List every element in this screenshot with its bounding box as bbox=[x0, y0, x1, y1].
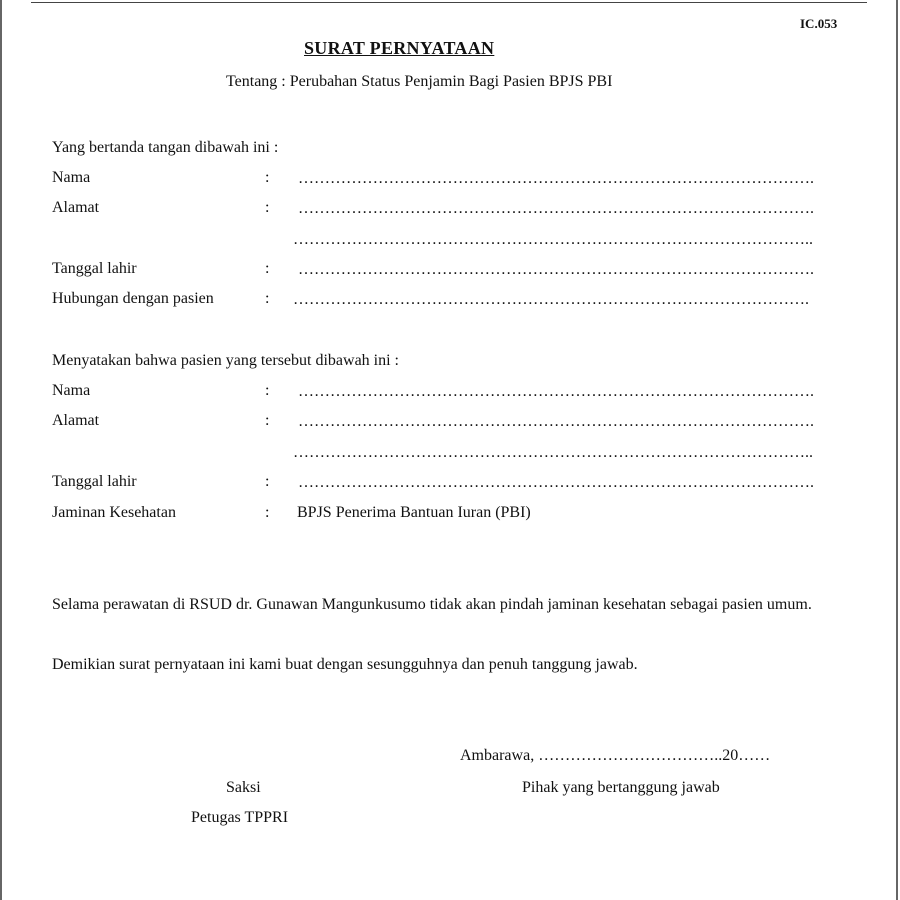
patient-alamat-field-cont[interactable]: …………………………………………………………………………………….. bbox=[293, 444, 813, 461]
officer-label: Petugas TPPRI bbox=[191, 809, 289, 826]
signer-nama-field[interactable]: ……………………………………………………………………………………. bbox=[298, 170, 814, 187]
statement-paragraph: Selama perawatan di RSUD dr. Gunawan Mangunkusumo tidak akan pindah jaminan kesehatan sebagai pasien umum. bbox=[52, 596, 812, 613]
patient-tgl-field[interactable]: ……………………………………………………………………………………. bbox=[298, 474, 814, 491]
signer-hubungan-colon: : bbox=[265, 290, 270, 307]
document-title: SURAT PERNYATAAN bbox=[304, 38, 495, 58]
patient-alamat-field[interactable]: ……………………………………………………………………………………. bbox=[298, 413, 814, 430]
signer-alamat-field[interactable]: ……………………………………………………………………………………. bbox=[298, 200, 814, 217]
signer-alamat-colon: : bbox=[265, 199, 270, 216]
patient-alamat-label: Alamat bbox=[52, 412, 100, 429]
witness-label: Saksi bbox=[226, 779, 261, 796]
signer-tgl-colon: : bbox=[265, 260, 270, 277]
signer-alamat-label: Alamat bbox=[52, 199, 100, 216]
signer-hubungan-label: Hubungan dengan pasien bbox=[52, 290, 214, 307]
left-border bbox=[0, 0, 2, 900]
place-date: Ambarawa, ……………………………..20…… bbox=[460, 747, 771, 764]
signer-intro: Yang bertanda tangan dibawah ini : bbox=[52, 139, 279, 156]
signer-alamat-field-cont[interactable]: …………………………………………………………………………………….. bbox=[293, 231, 813, 248]
right-border bbox=[896, 0, 898, 900]
document-subtitle: Tentang : Perubahan Status Penjamin Bagi Pasien BPJS PBI bbox=[226, 73, 613, 90]
patient-jaminan-label: Jaminan Kesehatan bbox=[52, 504, 176, 521]
responsible-party-label: Pihak yang bertanggung jawab bbox=[522, 779, 720, 796]
patient-nama-colon: : bbox=[265, 382, 270, 399]
signer-hubungan-field[interactable]: ……………………………………………………………………………………. bbox=[293, 291, 809, 308]
patient-alamat-colon: : bbox=[265, 412, 270, 429]
patient-tgl-label: Tanggal lahir bbox=[52, 473, 137, 490]
patient-nama-label: Nama bbox=[52, 382, 91, 399]
closing-paragraph: Demikian surat pernyataan ini kami buat dengan sesungguhnya dan penuh tanggung jawab. bbox=[52, 656, 638, 673]
signer-tgl-field[interactable]: ……………………………………………………………………………………. bbox=[298, 261, 814, 278]
signer-tgl-label: Tanggal lahir bbox=[52, 260, 137, 277]
patient-jaminan-colon: : bbox=[265, 504, 270, 521]
form-code: IC.053 bbox=[800, 16, 838, 31]
patient-jaminan-value: BPJS Penerima Bantuan Iuran (PBI) bbox=[297, 504, 531, 521]
top-border bbox=[31, 2, 867, 3]
signer-nama-label: Nama bbox=[52, 169, 91, 186]
patient-tgl-colon: : bbox=[265, 473, 270, 490]
signer-nama-colon: : bbox=[265, 169, 270, 186]
patient-nama-field[interactable]: ……………………………………………………………………………………. bbox=[298, 383, 814, 400]
patient-intro: Menyatakan bahwa pasien yang tersebut dibawah ini : bbox=[52, 352, 399, 369]
